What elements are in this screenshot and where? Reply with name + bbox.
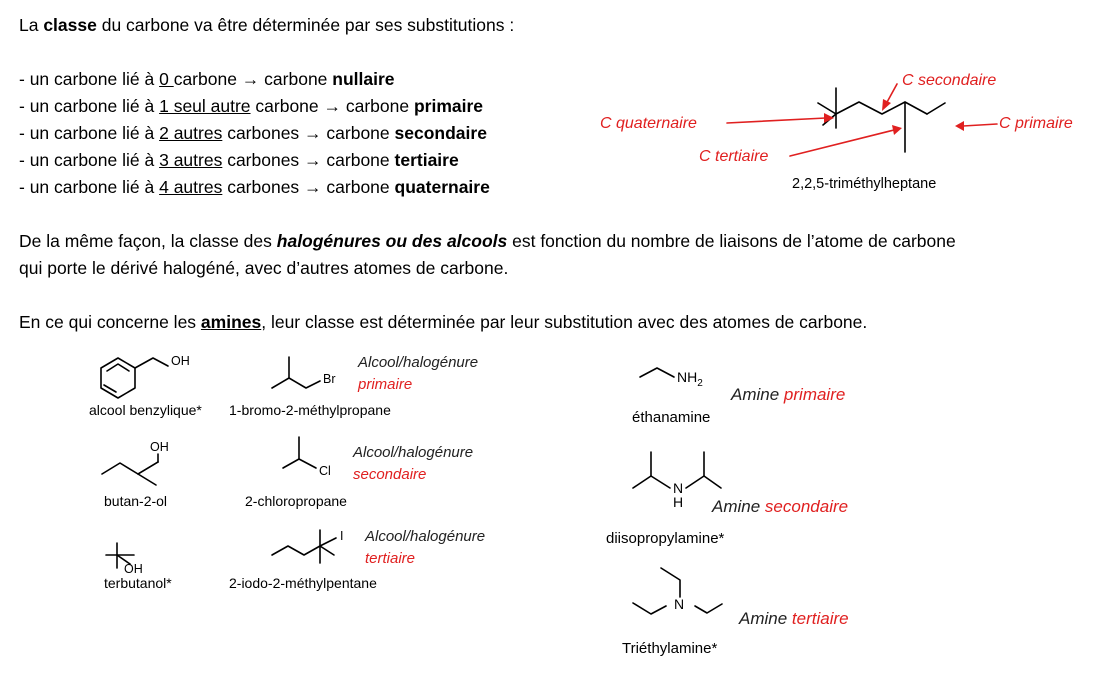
atom-label: Cl xyxy=(319,464,331,478)
amine-tertiaire: tertiaire xyxy=(791,609,849,628)
rule-middle: carbones → carbone xyxy=(222,123,395,143)
ethanamine-chain xyxy=(640,368,674,377)
para1-prefix: De la même façon, la classe des xyxy=(19,231,277,251)
chloro-chain xyxy=(283,459,316,468)
rule-bold: nullaire xyxy=(332,69,395,89)
heptane-name: 2,2,5-triméthylheptane xyxy=(792,176,937,192)
amine-primaire: primaire xyxy=(783,385,846,404)
amine-class-label xyxy=(739,609,849,629)
atom-label: OH xyxy=(124,562,143,576)
rule-middle: carbones → carbone xyxy=(222,177,395,197)
molecule-name: terbutanol* xyxy=(104,575,172,591)
rule-prefix: - un carbone lié à xyxy=(19,96,160,116)
class-label-alcool: Alcool/halogénure xyxy=(358,354,479,371)
rule-underlined: 1 seul autre xyxy=(159,96,251,116)
bromo-chain xyxy=(272,378,320,388)
amine-word: Amine xyxy=(731,385,784,404)
atom-label: I xyxy=(340,529,344,543)
class-label-tertiaire: tertiaire xyxy=(365,550,416,567)
triethyl-arm xyxy=(633,603,666,614)
atom-label: Br xyxy=(323,372,336,386)
rule-bold: primaire xyxy=(413,96,484,116)
molecule-name: alcool benzylique* xyxy=(89,402,202,418)
label-c-quaternaire: C quaternaire xyxy=(600,115,697,132)
class-label-primaire: primaire xyxy=(358,376,413,393)
rule-prefix: - un carbone lié à xyxy=(19,123,160,143)
para1-line2: qui porte le dérivé halogéné, avec d’autres atomes de carbone. xyxy=(19,258,509,278)
rule-middle: carbone → carbone xyxy=(250,96,414,116)
rule-bold: tertiaire xyxy=(394,150,459,170)
triethyl-arm xyxy=(661,568,680,597)
atom-label: H xyxy=(673,494,684,510)
amine-class-label xyxy=(712,497,848,517)
label-c-secondaire: C secondaire xyxy=(902,72,997,89)
para2-prefix: En ce qui concerne les xyxy=(19,312,201,332)
rule-underlined: 2 autres xyxy=(159,123,223,143)
para1-suffix: est fonction du nombre de liaisons de l’atome de carbone xyxy=(507,231,956,251)
intro-bold: classe xyxy=(43,15,97,35)
butanol-chain xyxy=(102,462,158,474)
diiso-chain-right xyxy=(686,476,721,488)
rule-underlined: 3 autres xyxy=(159,150,223,170)
rule-prefix: - un carbone lié à xyxy=(19,177,160,197)
molecule-name: 1-bromo-2-méthylpropane xyxy=(229,402,391,418)
rule-bold: quaternaire xyxy=(394,177,490,197)
benzene-double-bond xyxy=(107,364,129,371)
amine-atom-label xyxy=(677,371,703,390)
para2-suffix: , leur classe est déterminée par leur substitution avec des atomes de carbone. xyxy=(261,312,868,332)
intro-suffix: du carbone va être déterminée par ses substitutions : xyxy=(96,15,515,35)
rule-middle: carbones → carbone xyxy=(222,150,395,170)
benzyl-chain xyxy=(135,358,168,368)
class-label-secondaire: secondaire xyxy=(353,466,427,483)
amine-secondaire: secondaire xyxy=(764,497,849,516)
diiso-chain-left xyxy=(633,476,670,488)
class-label-alcool: Alcool/halogénure xyxy=(365,528,486,545)
butanol-bond xyxy=(138,474,156,485)
atom-label: N xyxy=(673,480,684,496)
rule-prefix: - un carbone lié à xyxy=(19,69,160,89)
amine-class-label xyxy=(731,385,845,405)
amine-word: Amine xyxy=(739,609,792,628)
atom-n: NH xyxy=(677,369,698,385)
iodo-chain xyxy=(272,546,334,555)
molecule-name: Triéthylamine* xyxy=(622,640,718,657)
molecule-name: diisopropylamine* xyxy=(606,530,725,547)
atom-sub: 2 xyxy=(697,377,703,389)
molecule-name: éthanamine xyxy=(632,409,711,426)
molecule-name: butan-2-ol xyxy=(104,493,168,509)
label-c-primaire: C primaire xyxy=(999,115,1073,132)
atom-label: OH xyxy=(150,440,169,454)
molecule-name: 2-chloropropane xyxy=(245,493,347,509)
class-label-alcool: Alcool/halogénure xyxy=(353,444,474,461)
intro-prefix: La xyxy=(19,15,44,35)
amine-word: Amine xyxy=(712,497,765,516)
rule-underlined: 0 xyxy=(159,69,174,89)
iodo-bond xyxy=(320,538,336,546)
rule-underlined: 4 autres xyxy=(159,177,223,197)
rule-prefix: - un carbone lié à xyxy=(19,150,160,170)
rule-bold: secondaire xyxy=(394,123,487,143)
para2-boldunder: amines xyxy=(200,312,262,332)
butanol-bond xyxy=(138,462,158,474)
rule-middle: carbone → carbone xyxy=(173,69,333,89)
atom-label: OH xyxy=(171,354,190,368)
para1-bolditalic: halogénures ou des alcools xyxy=(276,231,508,251)
atom-label: N xyxy=(674,596,685,612)
triethyl-arm xyxy=(695,604,722,613)
molecule-name: 2-iodo-2-méthylpentane xyxy=(229,575,377,591)
label-c-tertiaire: C tertiaire xyxy=(699,148,769,165)
